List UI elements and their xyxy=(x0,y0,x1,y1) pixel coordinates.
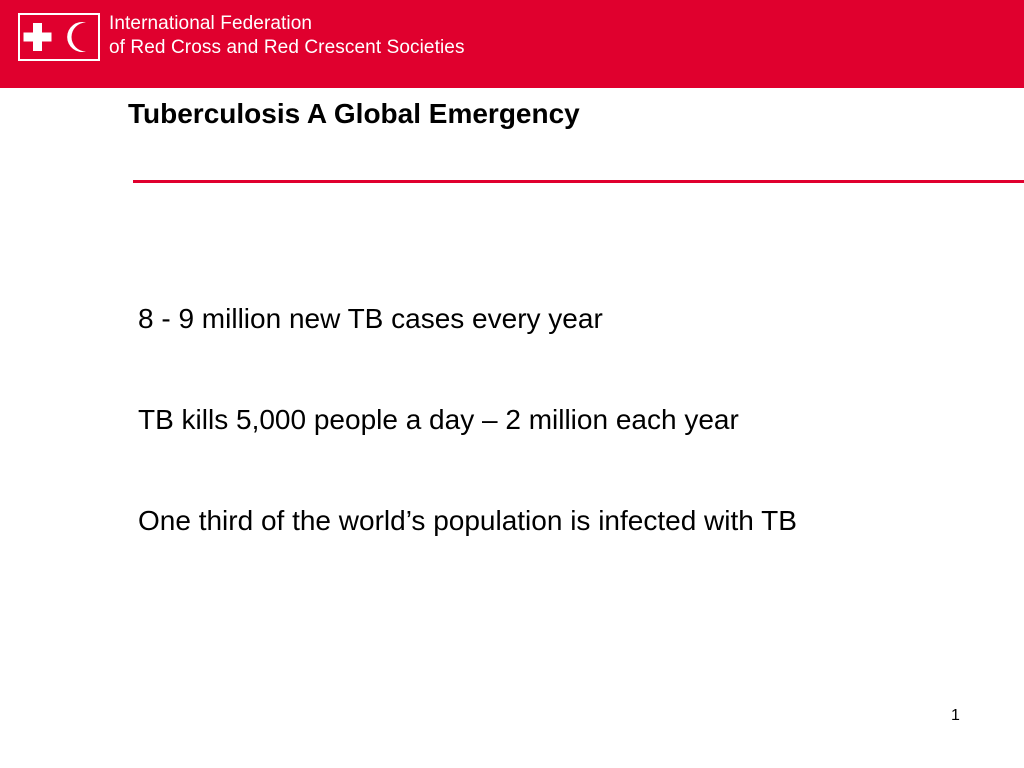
bullet-item: One third of the world’s population is infected with TB xyxy=(138,505,797,536)
bullet-item: 8 - 9 million new TB cases every year xyxy=(138,303,603,334)
slide-title: Tuberculosis A Global Emergency xyxy=(128,98,580,129)
emblem-icon xyxy=(20,15,98,59)
bullet-list xyxy=(138,297,797,600)
org-name-line2: of Red Cross and Red Crescent Societies xyxy=(109,37,465,58)
crescent-shape xyxy=(67,22,86,52)
title-divider xyxy=(133,180,1024,183)
red-cross-red-crescent-logo-icon xyxy=(18,13,100,61)
header-band xyxy=(0,0,1024,88)
page-number: 1 xyxy=(951,707,960,724)
organization-name xyxy=(109,12,465,60)
org-name-line1: International Federation xyxy=(109,13,313,34)
bullet-item: TB kills 5,000 people a day – 2 million each year xyxy=(138,404,739,435)
cross-horizontal xyxy=(24,33,52,42)
